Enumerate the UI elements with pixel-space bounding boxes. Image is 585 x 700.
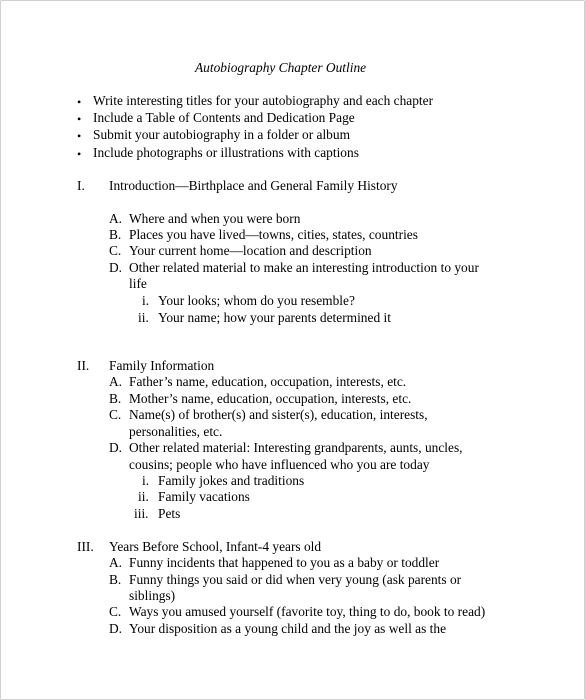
subitem-numeral: ii. bbox=[138, 489, 149, 504]
outline-item: Where and when you were born bbox=[129, 211, 301, 226]
bullet-item: Include photographs or illustrations with captions bbox=[93, 145, 359, 160]
item-letter: B. bbox=[109, 227, 122, 242]
outline-item: Father’s name, education, occupation, interests, etc. bbox=[129, 374, 407, 389]
outline-item-continuation: life bbox=[129, 276, 147, 291]
bullet-item: Submit your autobiography in a folder or album bbox=[93, 127, 350, 142]
outline-item-continuation: personalities, etc. bbox=[129, 424, 223, 439]
outline-item: Other related material to make an interesting introduction to your bbox=[129, 260, 479, 275]
item-letter: C. bbox=[109, 604, 122, 619]
outline-subitem: Your name; how your parents determined it bbox=[158, 310, 391, 325]
section-numeral: II. bbox=[77, 358, 90, 373]
section-heading: Years Before School, Infant-4 years old bbox=[109, 539, 322, 554]
outline-item: Funny things you said or did when very young (ask parents or bbox=[129, 572, 462, 587]
outline-item: Ways you amused yourself (favorite toy, thing to do, book to read) bbox=[129, 604, 486, 619]
subitem-numeral: i. bbox=[142, 293, 150, 308]
outline-item: Your disposition as a young child and the joy as well as the bbox=[129, 621, 447, 636]
outline-item-continuation: cousins; people who have influenced who you are today bbox=[129, 457, 430, 472]
bullet-icon: • bbox=[77, 95, 82, 109]
outline-item: Funny incidents that happened to you as a baby or toddler bbox=[129, 555, 440, 570]
outline-subitem: Family vacations bbox=[158, 489, 250, 504]
outline-item: Your current home—location and description bbox=[129, 243, 372, 258]
outline-subitem: Pets bbox=[158, 506, 181, 521]
section-numeral: III. bbox=[77, 539, 94, 554]
bullet-item: Include a Table of Contents and Dedication Page bbox=[93, 110, 355, 125]
bullet-icon: • bbox=[77, 129, 82, 143]
section-numeral: I. bbox=[77, 178, 85, 193]
item-letter: D. bbox=[109, 621, 123, 636]
item-letter: D. bbox=[109, 260, 123, 275]
item-letter: C. bbox=[109, 407, 122, 422]
outline-item: Places you have lived—towns, cities, states, countries bbox=[129, 227, 418, 242]
item-letter: B. bbox=[109, 572, 122, 587]
outline-item: Other related material: Interesting grandparents, aunts, uncles, bbox=[129, 440, 463, 455]
outline-subitem: Family jokes and traditions bbox=[158, 473, 305, 488]
subitem-numeral: ii. bbox=[138, 310, 149, 325]
item-letter: C. bbox=[109, 243, 122, 258]
document-title: Autobiography Chapter Outline bbox=[195, 60, 367, 75]
bullet-icon: • bbox=[77, 147, 82, 161]
section-heading: Family Information bbox=[109, 358, 215, 373]
outline-item: Mother’s name, education, occupation, interests, etc. bbox=[129, 391, 412, 406]
bullet-icon: • bbox=[77, 112, 82, 126]
section-heading: Introduction—Birthplace and General Family History bbox=[109, 178, 398, 193]
outline-subitem: Your looks; whom do you resemble? bbox=[158, 293, 355, 308]
bullet-item: Write interesting titles for your autobiography and each chapter bbox=[93, 93, 434, 108]
subitem-numeral: i. bbox=[142, 473, 150, 488]
item-letter: A. bbox=[109, 211, 123, 226]
item-letter: B. bbox=[109, 391, 122, 406]
subitem-numeral: iii. bbox=[134, 506, 149, 521]
item-letter: D. bbox=[109, 440, 123, 455]
item-letter: A. bbox=[109, 555, 123, 570]
outline-item: Name(s) of brother(s) and sister(s), education, interests, bbox=[129, 407, 428, 422]
outline-item-continuation: siblings) bbox=[129, 588, 176, 603]
item-letter: A. bbox=[109, 374, 123, 389]
